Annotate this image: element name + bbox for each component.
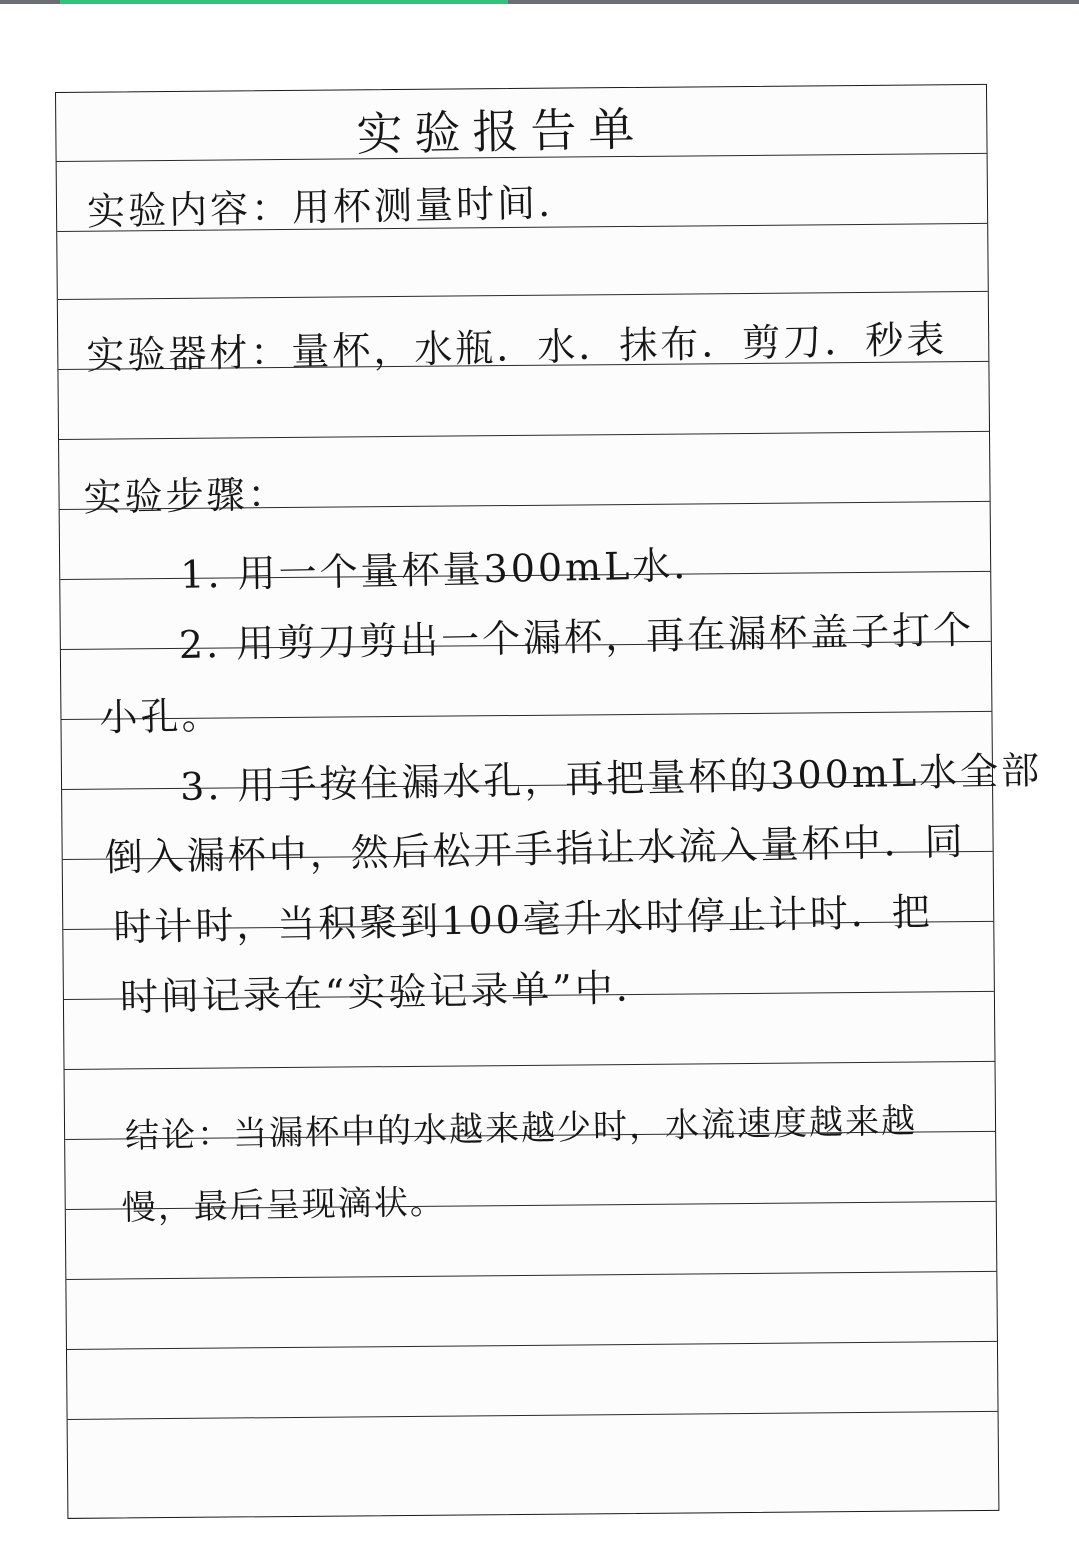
step-2-line-1: 2. 用剪刀剪出一个漏杯，再在漏杯盖子打个 bbox=[178, 607, 975, 667]
report-title: 实验报告单 bbox=[355, 101, 647, 162]
ruled-line bbox=[59, 431, 989, 440]
conclusion-line-1: 结论：当漏杯中的水越来越少时，水流速度越来越 bbox=[124, 1101, 918, 1157]
ruled-line bbox=[68, 1411, 998, 1420]
top-status-bar bbox=[0, 0, 1079, 4]
steps-heading: 实验步骤： bbox=[83, 471, 289, 520]
ruled-line bbox=[65, 1061, 995, 1070]
ruled-line bbox=[58, 291, 988, 300]
conclusion-line-2: 慢，最后呈现滴状。 bbox=[121, 1182, 447, 1229]
step-3-line-4: 时间记录在“实验记录单”中． bbox=[119, 965, 658, 1020]
experiment-materials: 实验器材：量杯，水瓶．水．抹布．剪刀．秒表 bbox=[85, 317, 948, 378]
step-3-line-2: 倒入漏杯中，然后松开手指让水流入量杯中．同 bbox=[104, 819, 966, 880]
ruled-line bbox=[66, 1271, 996, 1280]
step-3-line-3: 时计时，当积聚到100毫升水时停止计时．把 bbox=[112, 889, 934, 950]
experiment-content: 实验内容：用杯测量时间. bbox=[86, 180, 554, 234]
step-2-line-2: 小孔。 bbox=[99, 693, 223, 740]
progress-fill bbox=[60, 0, 508, 4]
lined-paper-sheet bbox=[55, 84, 1043, 1519]
step-1: 1. 用一个量杯量300mL水． bbox=[179, 542, 715, 597]
ruled-line bbox=[67, 1341, 997, 1350]
step-3-line-1: 3. 用手按住漏水孔，再把量杯的300mL水全部 bbox=[179, 748, 1043, 809]
